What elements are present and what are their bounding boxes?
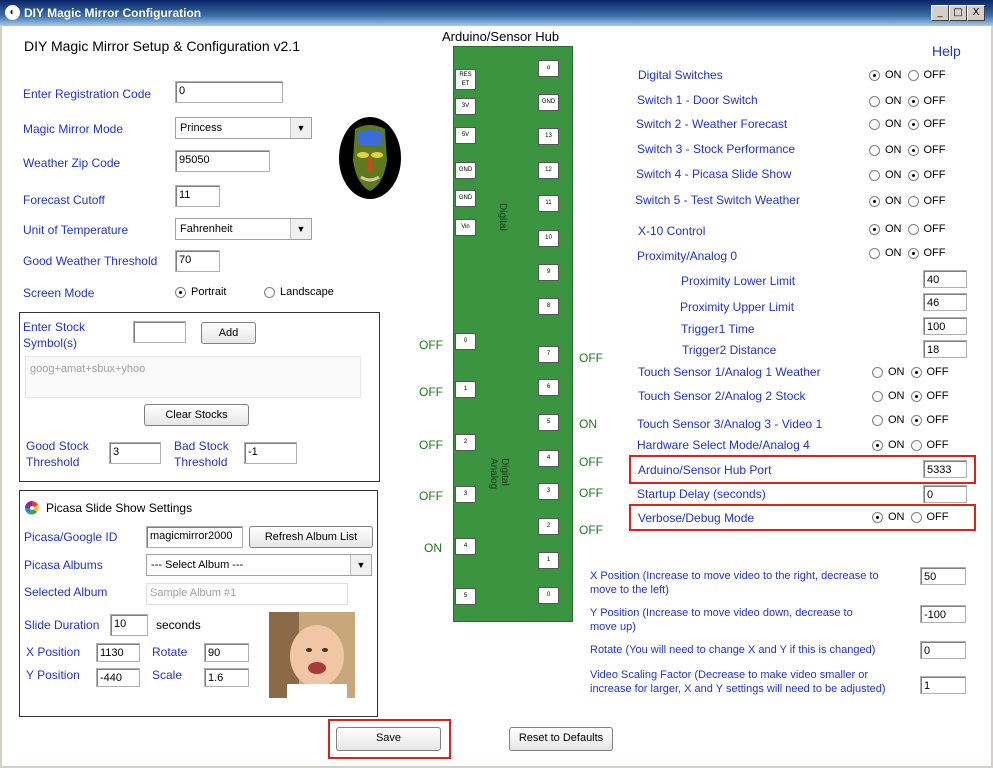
digital-label-bottom: Digital [499, 458, 510, 486]
pin-analog-3: 3 [455, 486, 476, 503]
pin-8: 8 [538, 298, 559, 315]
analog3-state: OFF [419, 489, 443, 503]
radio-icon[interactable] [869, 145, 880, 156]
radio-icon[interactable] [869, 119, 880, 130]
radio-icon[interactable] [908, 170, 919, 181]
pin-analog-4: 4 [455, 538, 476, 555]
pin4-state: OFF [579, 455, 603, 469]
radio-group[interactable]: ON OFF [869, 247, 952, 259]
pin-o: o [538, 60, 559, 77]
radio-icon[interactable] [908, 119, 919, 130]
trigger2-input[interactable]: 18 [923, 340, 967, 358]
hub-title: Arduino/Sensor Hub [442, 29, 560, 44]
switch-label: Switch 5 - Test Switch Weather [635, 193, 800, 207]
album-photo [269, 612, 355, 698]
radio-icon[interactable] [911, 391, 922, 402]
zip-label: Weather Zip Code [23, 156, 121, 170]
analog0-state: OFF [419, 338, 443, 352]
radio-icon[interactable] [869, 224, 880, 235]
scale-label: Scale [152, 668, 183, 682]
radio-icon[interactable] [908, 248, 919, 259]
trigger2-label: Trigger2 Distance [682, 343, 777, 357]
scaling-label: Video Scaling Factor (Decrease to make video smaller or increase for larger, X and Y settings will need to be adjusted) [590, 669, 886, 695]
radio-icon[interactable] [911, 440, 922, 451]
pin-vin: Vin [455, 219, 476, 236]
startup-label: Startup Delay (seconds) [637, 487, 766, 501]
good-stock-input[interactable]: 3 [109, 442, 161, 464]
port-label: Arduino/Sensor Hub Port [638, 463, 772, 477]
switch-label: Switch 2 - Weather Forecast [636, 117, 788, 131]
pin-0: 0 [538, 587, 559, 604]
screen-mode-label: Screen Mode [23, 286, 95, 300]
picasa-title: Picasa Slide Show Settings [46, 501, 193, 515]
radio-icon[interactable] [908, 224, 919, 235]
analog2-state: OFF [419, 438, 443, 452]
sensor-label: Hardware Select Mode/Analog 4 [637, 438, 810, 452]
switch-label: Switch 3 - Stock Performance [637, 142, 796, 156]
stock-symbol-input[interactable] [133, 321, 186, 343]
rotate-label: Rotate [152, 645, 188, 659]
pin2-state: OFF [579, 523, 603, 537]
radio-icon[interactable] [175, 287, 186, 298]
pin-6: 6 [538, 379, 559, 396]
ypos-input[interactable]: -440 [96, 668, 140, 687]
radio-icon[interactable] [872, 440, 883, 451]
stock-symbol-label: Enter Stock Symbol(s) [23, 320, 86, 350]
pin-10: 10 [538, 230, 559, 247]
pin-9: 9 [538, 264, 559, 281]
radio-icon[interactable] [908, 196, 919, 207]
radio-group[interactable]: ON OFF [869, 195, 952, 207]
pin-5v: 5V [455, 127, 476, 144]
good-weather-input[interactable]: 70 [175, 250, 220, 272]
registration-input[interactable]: 0 [175, 81, 283, 103]
video-rotate-label: Rotate (You will need to change X and Y if this is changed) [590, 644, 876, 656]
clear-stocks-button[interactable]: Clear Stocks [144, 404, 249, 426]
verbose-label: Verbose/Debug Mode [638, 511, 755, 525]
page-title: DIY Magic Mirror Setup & Configuration v2.1 [24, 38, 300, 54]
radio-icon[interactable] [911, 512, 922, 523]
unit-value: Fahrenheit [180, 223, 233, 235]
slide-duration-label: Slide Duration [24, 618, 100, 632]
switch-label: Digital Switches [638, 68, 723, 82]
forecast-input[interactable]: 11 [175, 185, 220, 207]
mode-value: Princess [180, 122, 223, 134]
picasa-albums-label: Picasa Albums [24, 558, 103, 572]
digital-label-top: Digital [497, 203, 508, 231]
radio-icon[interactable] [872, 415, 883, 426]
sensor-label: Touch Sensor 1/Analog 1 Weather [638, 365, 821, 379]
switch-label: Switch 4 - Picasa Slide Show [636, 167, 792, 181]
radio-group[interactable]: ON OFF [869, 144, 952, 156]
zip-input[interactable]: 95050 [175, 150, 270, 172]
radio-icon[interactable] [872, 367, 883, 378]
picasa-icon [24, 500, 40, 516]
pin-13: 13 [538, 128, 559, 145]
stock-list[interactable]: goog+amat+sbux+yhoo [25, 356, 361, 398]
yposition-input[interactable]: -100 [920, 605, 966, 623]
radio-icon[interactable] [869, 248, 880, 259]
pin-analog-0: 0 [455, 333, 476, 350]
landscape-option[interactable]: Landscape [264, 286, 340, 298]
startup-input[interactable]: 0 [923, 485, 967, 503]
pin5-state: ON [579, 417, 597, 431]
pin-3: 3 [538, 483, 559, 500]
radio-group[interactable]: ON OFF [872, 390, 955, 402]
bad-stock-input[interactable]: -1 [244, 442, 297, 464]
prox-upper-label: Proximity Upper Limit [680, 300, 795, 314]
xpos-input[interactable]: 1130 [96, 643, 140, 662]
pin-reset: RES ET [455, 69, 476, 90]
chevron-down-icon[interactable]: ▼ [290, 118, 311, 138]
refresh-album-button[interactable]: Refresh Album List [249, 526, 373, 548]
prox-lower-label: Proximity Lower Limit [681, 274, 796, 288]
port-input[interactable]: 5333 [923, 460, 967, 478]
save-button[interactable]: Save [336, 727, 441, 751]
chevron-down-icon[interactable]: ▼ [290, 219, 311, 239]
switch-label: X-10 Control [638, 224, 706, 238]
radio-group[interactable]: ON OFF [869, 69, 952, 81]
switch-label: Switch 1 - Door Switch [637, 93, 758, 107]
pin-analog-1: 1 [455, 381, 476, 398]
video-rotate-input[interactable]: 0 [920, 641, 966, 659]
pin-11: 11 [538, 195, 559, 212]
radio-icon[interactable] [908, 70, 919, 81]
trigger1-input[interactable]: 100 [923, 317, 967, 335]
radio-icon[interactable] [264, 287, 275, 298]
close-button[interactable]: X [967, 5, 985, 21]
analog4-state: ON [424, 541, 442, 555]
radio-group[interactable]: ON OFF [869, 169, 952, 181]
album-value: --- Select Album --- [151, 559, 244, 571]
analog1-state: OFF [419, 385, 443, 399]
chevron-down-icon[interactable]: ▼ [350, 555, 371, 575]
radio-icon[interactable] [869, 196, 880, 207]
selected-album-label: Selected Album [24, 585, 108, 599]
pin-4: 4 [538, 450, 559, 467]
pin3-state: OFF [579, 486, 603, 500]
ypos-label: Y Position [26, 668, 80, 682]
radio-icon[interactable] [869, 170, 880, 181]
title-bar [0, 0, 993, 26]
reset-defaults-button[interactable]: Reset to Defaults [509, 727, 613, 751]
radio-icon[interactable] [872, 391, 883, 402]
maximize-button[interactable]: □ [949, 5, 967, 21]
minimize-button[interactable]: _ [931, 5, 949, 21]
radio-group[interactable]: ON OFF [872, 511, 955, 523]
radio-icon[interactable] [872, 512, 883, 523]
album-select[interactable] [146, 554, 372, 576]
pin7-state: OFF [579, 351, 603, 365]
radio-icon[interactable] [908, 96, 919, 107]
registration-label: Enter Registration Code [23, 87, 152, 101]
radio-icon[interactable] [911, 415, 922, 426]
radio-icon[interactable] [869, 96, 880, 107]
pin-gnd-right: GND [538, 94, 559, 111]
xposition-label: X Position (Increase to move video to the right, decrease to move to the left) [590, 570, 879, 596]
pin-analog-5: 5 [455, 588, 476, 605]
pin-1: 1 [538, 552, 559, 569]
selected-album-field: Sample Album #1 [146, 583, 348, 605]
scaling-input[interactable]: 1 [920, 676, 966, 694]
pin-5: 5 [538, 414, 559, 431]
portrait-option[interactable]: Portrait [175, 286, 232, 298]
good-weather-label: Good Weather Threshold [23, 254, 158, 268]
scale-input[interactable]: 1.6 [204, 668, 249, 687]
app-icon: ◐ [5, 5, 20, 20]
pin-7: 7 [538, 346, 559, 363]
radio-icon[interactable] [869, 70, 880, 81]
mask-icon [337, 115, 403, 201]
prox-lower-input[interactable]: 40 [923, 270, 967, 288]
pin-2: 2 [538, 518, 559, 535]
rotate-input[interactable]: 90 [204, 643, 249, 662]
radio-icon[interactable] [911, 367, 922, 378]
xposition-input[interactable]: 50 [920, 567, 966, 585]
forecast-label: Forecast Cutoff [23, 193, 105, 207]
picasa-id-input[interactable]: magicmirror2000 [146, 526, 243, 548]
trigger1-label: Trigger1 Time [681, 322, 755, 336]
sensor-label: Touch Sensor 2/Analog 2 Stock [638, 389, 806, 403]
radio-icon[interactable] [908, 145, 919, 156]
switch-label: Proximity/Analog 0 [637, 249, 738, 263]
picasa-id-label: Picasa/Google ID [24, 530, 118, 544]
radio-group[interactable]: ON OFF [872, 439, 955, 451]
sensor-label: Touch Sensor 3/Analog 3 - Video 1 [637, 417, 823, 431]
pin-gnd: GND [455, 190, 476, 207]
radio-group[interactable]: ON OFF [869, 223, 952, 235]
radio-group[interactable]: ON OFF [872, 366, 955, 378]
xpos-label: X Position [26, 645, 81, 659]
mode-label: Magic Mirror Mode [23, 122, 124, 136]
window-title: DIY Magic Mirror Configuration [24, 6, 202, 20]
slide-duration-input[interactable]: 10 [110, 614, 148, 636]
unit-select[interactable] [175, 218, 312, 240]
yposition-label: Y Position (Increase to move video down, decrease to move up) [590, 607, 853, 633]
radio-group[interactable]: ON OFF [869, 95, 952, 107]
pin-gnd: GND [455, 162, 476, 179]
radio-group[interactable]: ON OFF [869, 118, 952, 130]
mode-select[interactable] [175, 117, 312, 139]
pin-12: 12 [538, 162, 559, 179]
analog-label: Analog [488, 458, 499, 490]
bad-stock-label: Bad Stock Threshold [174, 439, 229, 469]
pin-analog-2: 2 [455, 434, 476, 451]
seconds-label: seconds [156, 618, 201, 632]
add-button[interactable]: Add [201, 322, 256, 344]
prox-upper-input[interactable]: 46 [923, 293, 967, 311]
good-stock-label: Good Stock Threshold [26, 439, 89, 469]
radio-group[interactable]: ON OFF [872, 414, 955, 426]
unit-label: Unit of Temperature [23, 223, 129, 237]
pin-3v: 3V [455, 98, 476, 115]
help-link[interactable]: Help [932, 43, 961, 59]
